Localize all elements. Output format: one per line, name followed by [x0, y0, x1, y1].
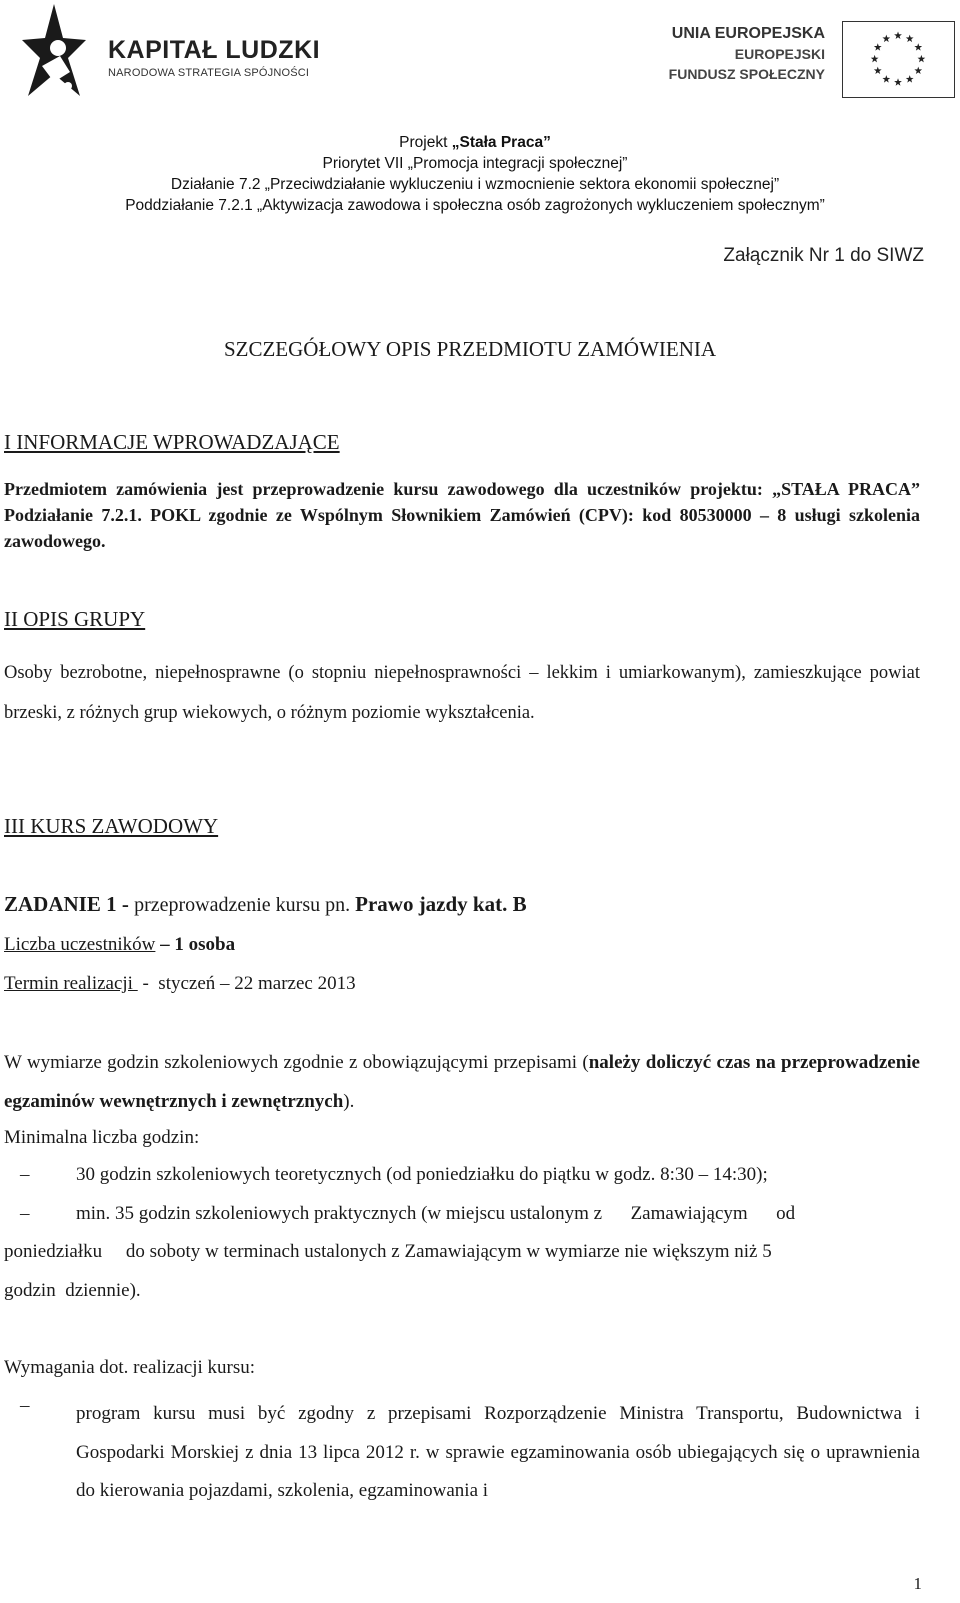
- eu-flag-icon: [842, 21, 955, 98]
- eu-star-icon: [918, 55, 926, 62]
- page-number: 1: [913, 1574, 922, 1593]
- task-line: [4, 892, 527, 917]
- eu-star-icon: [894, 32, 902, 39]
- kapital-ludzki-subtitle: NARODOWA STRATEGIA SPÓJNOŚCI: [108, 67, 310, 79]
- term-line: [4, 973, 356, 995]
- term-label: Termin realizacji: [4, 973, 138, 994]
- eu-star-icon: [894, 78, 902, 85]
- project-prefix: Projekt: [399, 134, 452, 151]
- bullet-dash: –: [20, 1203, 30, 1224]
- requirements-label: Wymagania dot. realizacji kursu:: [4, 1357, 256, 1378]
- participants-value: – 1 osoba: [155, 934, 236, 955]
- eu-text: [669, 24, 825, 84]
- min-hours-label: Minimalna liczba godzin:: [4, 1127, 200, 1148]
- eu-star-icon: [914, 43, 922, 50]
- bullet-practice-line1: min. 35 godzin szkoleniowych praktycznych (w miejscu ustalonym z Zamawiającym od: [76, 1203, 796, 1224]
- eu-star-icon: [906, 35, 914, 42]
- eu-fund-line1: EUROPEJSKI: [734, 46, 825, 62]
- eu-logo: [660, 12, 955, 102]
- section-1-heading: I INFORMACJE WPROWADZAJĄCE: [4, 430, 340, 454]
- bullet-practice-line3: godzin dziennie).: [4, 1280, 141, 1301]
- bullet-theory: [0, 1164, 920, 1194]
- kapital-ludzki-title: KAPITAŁ LUDZKI: [108, 36, 321, 64]
- project-line-1: [0, 132, 950, 153]
- kapital-ludzki-star-icon: [20, 0, 88, 110]
- eu-star-icon: [914, 67, 922, 74]
- hours-end: ).: [343, 1091, 355, 1112]
- project-line-3: Działanie 7.2 „Przeciwdziałanie wykluczeniu i wzmocnienie sektora ekonomii społecznej”: [170, 176, 780, 193]
- bullet-dash: –: [20, 1164, 30, 1185]
- eu-star-icon: [882, 35, 890, 42]
- eu-fund-line2: FUNDUSZ SPOŁECZNY: [668, 66, 825, 82]
- bullet-dash: –: [20, 1395, 30, 1416]
- participants-line: [4, 934, 235, 956]
- requirement-text: program kursu musi być zgodny z przepisami Rozporządzenie Ministra Transportu, Budownictwa i Gospodarki Morskiej z dnia 13 lipca 2012 r. w sprawie egzaminowania osób ubiegających się o uprawnienia do kierowania pojazdami, szkolenia, egzaminowania i: [76, 1403, 920, 1501]
- section-3-heading: III KURS ZAWODOWY: [4, 814, 219, 838]
- project-name: „Stała Praca”: [451, 134, 551, 151]
- section-2-text: Osoby bezrobotne, niepełnosprawne (o stopniu niepełnosprawności – lekkim i umiarkowanym), zamieszkujące powiat brzeski, z różnych grup wiekowych, o różnym poziomie wykształcenia.: [4, 663, 920, 723]
- task-name: Prawo jazdy kat. B: [355, 892, 527, 916]
- kapital-ludzki-logo: [20, 0, 340, 110]
- annex-label: Załącznik Nr 1 do SIWZ: [723, 245, 924, 266]
- hours-paragraph: [4, 1043, 920, 1121]
- task-text: przeprowadzenie kursu pn.: [134, 894, 356, 916]
- participants-label: Liczba uczestników: [4, 934, 156, 955]
- eu-star-icon: [874, 67, 882, 74]
- project-line-4: Poddziałanie 7.2.1 „Aktywizacja zawodowa i społeczna osób zagrożonych wykluczeniem społecznym”: [125, 197, 825, 214]
- section-1-text: Przedmiotem zamówienia jest przeprowadzenie kursu zawodowego dla uczestników projektu: „STAŁA PRACA” Podziałanie 7.2.1. POKL zgodnie ze Wspólnym Słownikiem Zamówień (CPV): kod 80530000 – 8 usługi szkolenia zawodowego.: [4, 479, 920, 551]
- bullet-practice: [0, 1203, 920, 1323]
- bullet-practice-line2: poniedziałku do soboty w terminach ustalonych z Zamawiającym w wymiarze nie większym niż 5: [4, 1241, 772, 1262]
- hours-text: W wymiarze godzin szkoleniowych zgodnie z obowiązującymi przepisami (: [4, 1052, 589, 1073]
- eu-star-icon: [882, 75, 890, 82]
- bullet-theory-text: 30 godzin szkoleniowych teoretycznych (od poniedziałku do piątku w godz. 8:30 – 14:30);: [76, 1164, 768, 1185]
- eu-star-icon: [871, 55, 879, 62]
- term-value: - styczeń – 22 marzec 2013: [137, 973, 356, 994]
- document-title: SZCZEGÓŁOWY OPIS PRZEDMIOTU ZAMÓWIENIA: [223, 337, 717, 361]
- section-2-heading: II OPIS GRUPY: [4, 607, 146, 631]
- hours-bold: należy doliczyć czas na przeprowadzenie egzaminów wewnętrznych i zewnętrznych: [4, 1052, 920, 1112]
- eu-star-icon: [874, 43, 882, 50]
- eu-name: UNIA EUROPEJSKA: [671, 25, 825, 42]
- eu-star-icon: [906, 75, 914, 82]
- task-label: ZADANIE 1 -: [4, 892, 135, 916]
- project-line-2: Priorytet VII „Promocja integracji społecznej”: [322, 155, 628, 172]
